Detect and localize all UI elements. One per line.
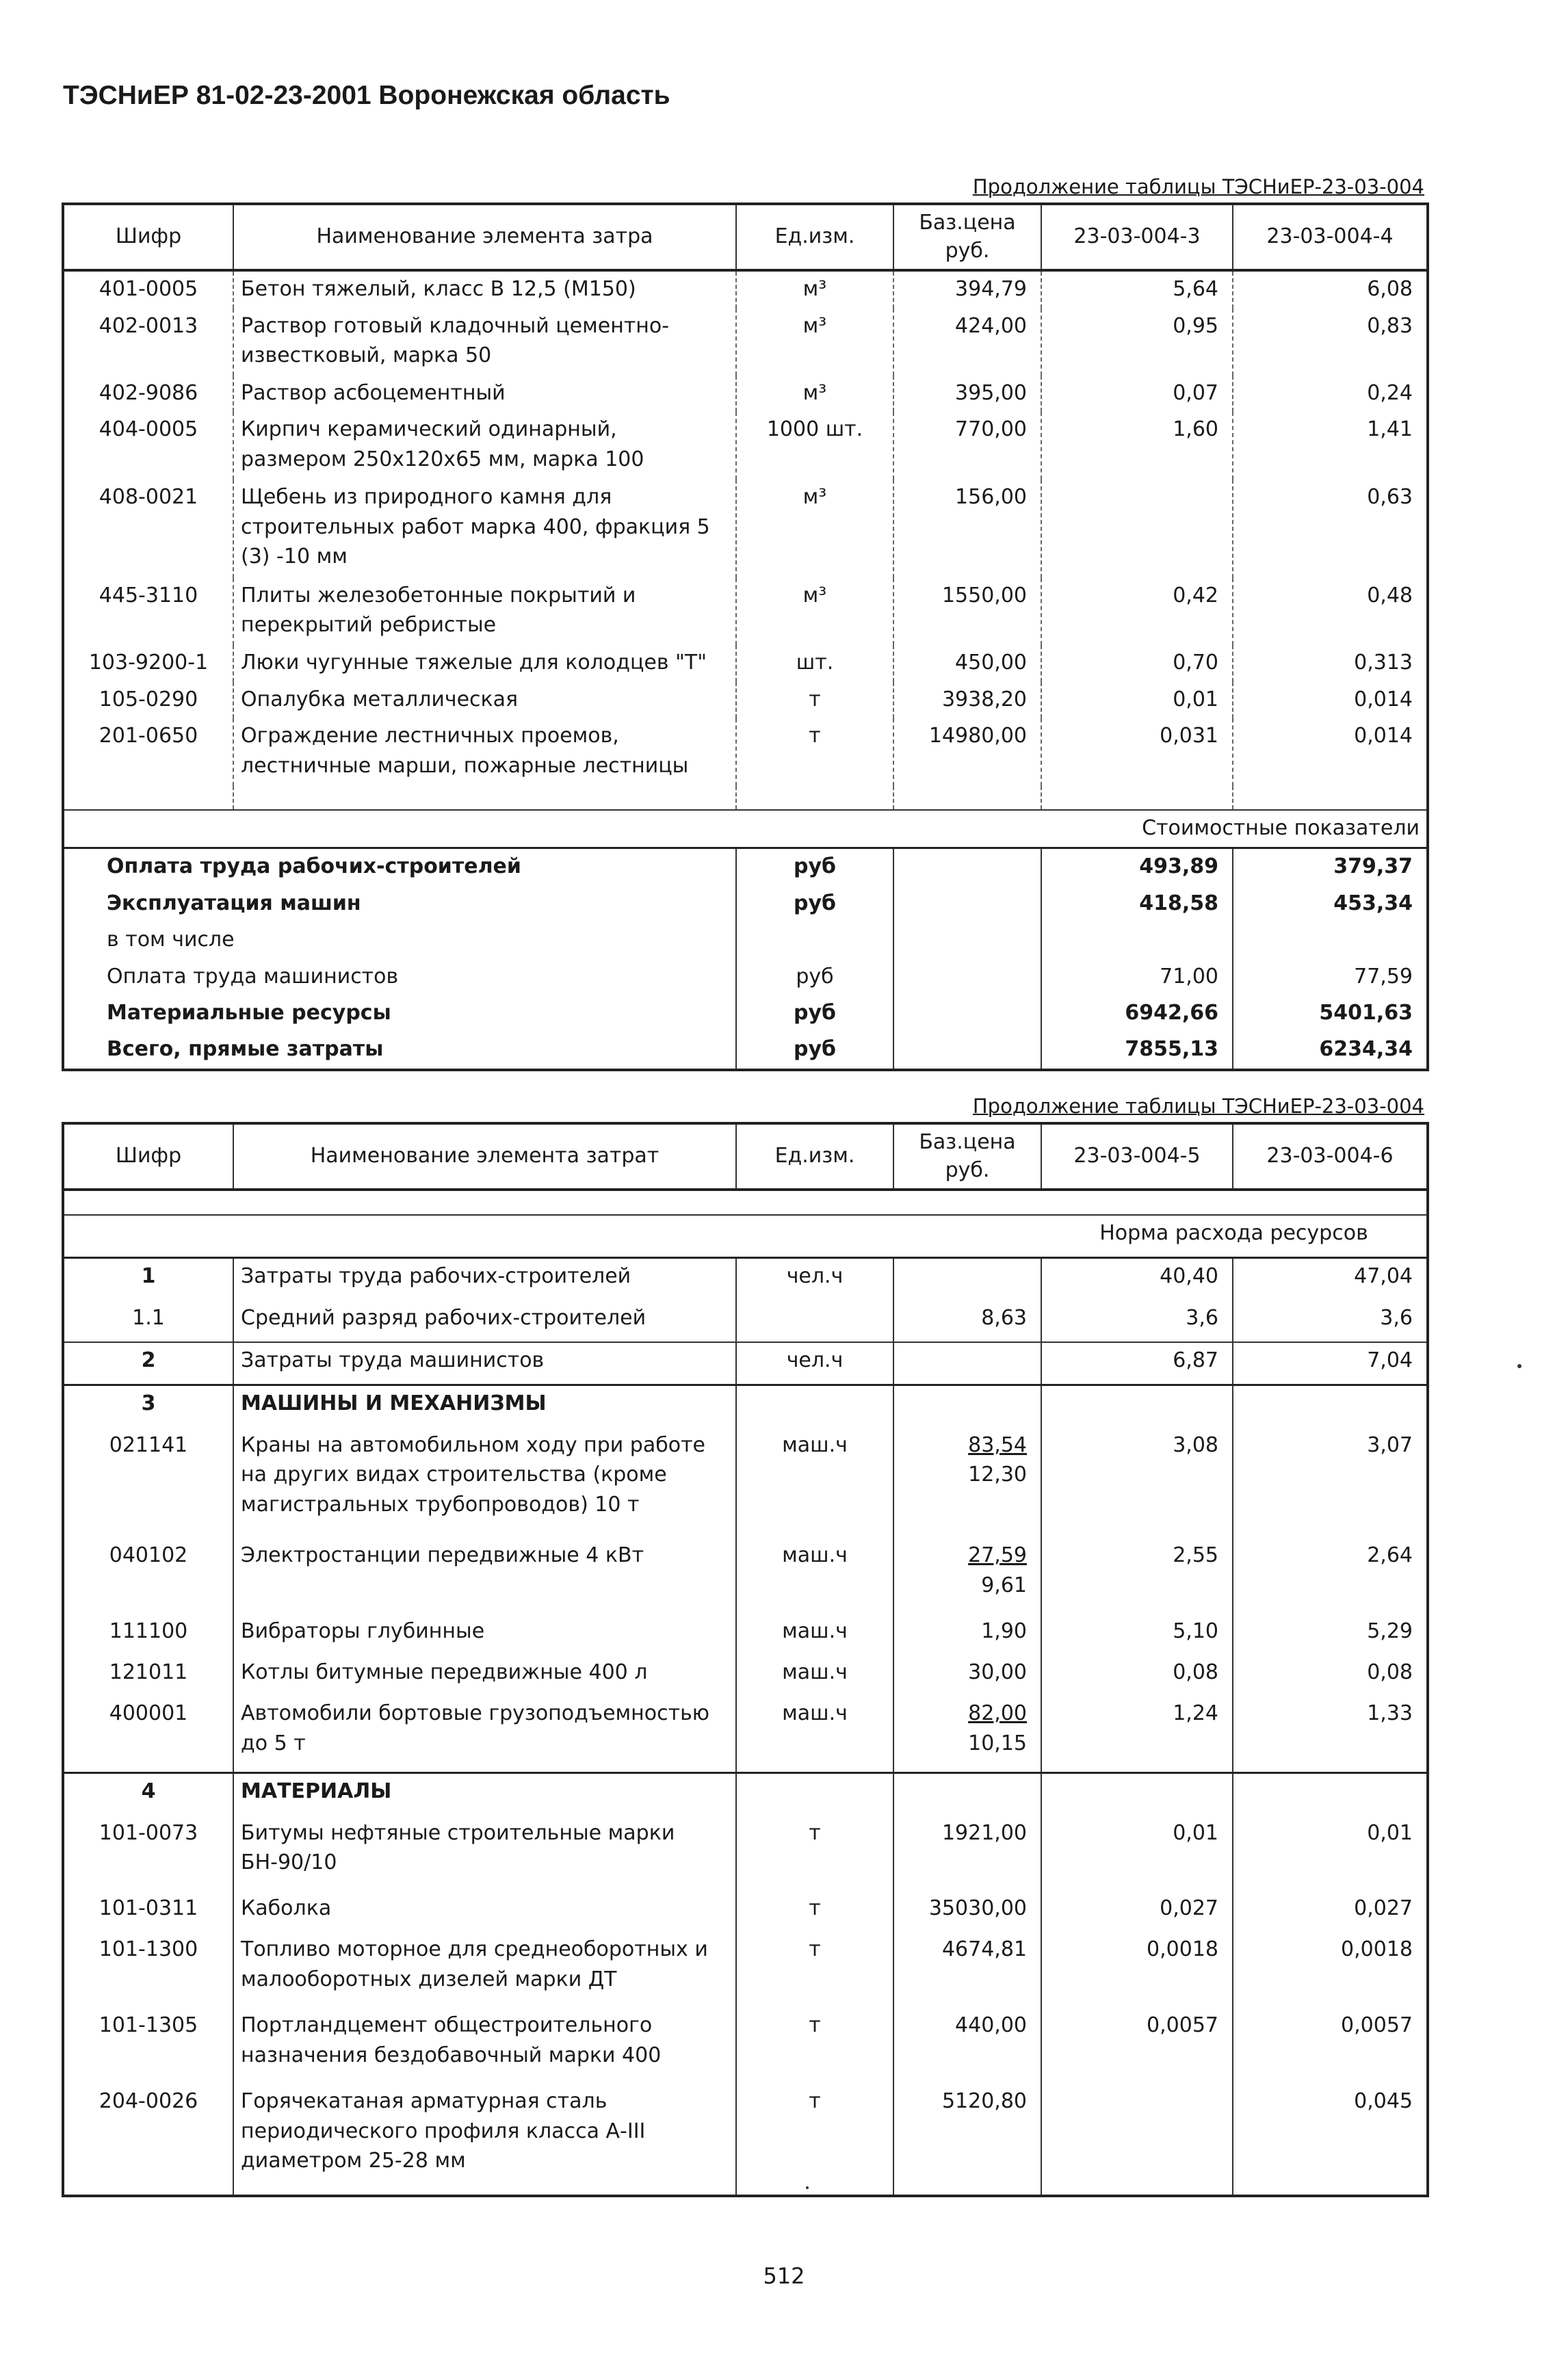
norm-value-a: 40,40 xyxy=(1041,1258,1233,1300)
resource-code: 445-3110 xyxy=(99,583,198,607)
norm-value-a xyxy=(1041,480,1233,578)
norm-value-b: 1,33 xyxy=(1233,1696,1428,1773)
summary-name: в том числе xyxy=(107,928,235,952)
table-row xyxy=(63,1538,1428,1614)
norm-value-b: 6,08 xyxy=(1233,270,1428,309)
norm-value-b: 1,41 xyxy=(1233,412,1428,480)
base-price: 3938,20 xyxy=(893,682,1041,718)
resource-code: 402-0013 xyxy=(99,313,198,338)
summary-name: Эксплуатация машин xyxy=(107,891,361,915)
resource-unit: 1000 шт. xyxy=(736,412,893,480)
summary-price-empty xyxy=(893,922,1041,958)
norm-value-a: 0,0018 xyxy=(1041,1932,1233,2008)
resource-name: Затраты труда машинистов xyxy=(233,1342,736,1385)
resource-name: Топливо моторное для среднеоборотных и малооборотных дизелей марки ДТ xyxy=(233,1932,736,2008)
norm-value-b: 0,313 xyxy=(1233,645,1428,681)
resource-code: 402-9086 xyxy=(99,381,198,406)
summary-unit: руб xyxy=(736,995,893,1032)
resource-unit: маш.ч xyxy=(736,1696,893,1773)
norm-value-b: 0,027 xyxy=(1233,1891,1428,1932)
resource-unit xyxy=(736,1300,893,1342)
norm-value-a: 0,70 xyxy=(1041,645,1233,681)
base-price: 1550,00 xyxy=(893,578,1041,646)
empty-cell xyxy=(736,1385,893,1428)
resource-name: Бетон тяжелый, класс В 12,5 (М150) xyxy=(233,270,736,309)
resource-name: Электростанции передвижные 4 кВт xyxy=(233,1538,736,1614)
norm-value-b: 0,48 xyxy=(1233,578,1428,646)
base-price-operator-wage: 12,30 xyxy=(968,1463,1027,1487)
empty-cell xyxy=(893,1773,1041,1816)
resource-code: 101-0311 xyxy=(99,1896,198,1921)
resource-code: 401-0005 xyxy=(99,277,198,301)
table-row xyxy=(63,2008,1428,2084)
summary-row xyxy=(63,995,1428,1032)
column-header-name: Наименование элемента затра xyxy=(233,204,736,270)
subheader-row xyxy=(63,810,1428,848)
base-price: 5120,80 xyxy=(893,2084,1041,2196)
base-price: 424,00 xyxy=(893,309,1041,376)
summary-row xyxy=(63,848,1428,886)
resource-name: Каболка xyxy=(233,1891,736,1932)
base-price: 395,00 xyxy=(893,376,1041,412)
norm-value-b: 0,83 xyxy=(1233,309,1428,376)
resource-unit: м³ xyxy=(736,270,893,309)
resource-unit: т xyxy=(736,682,893,718)
table-row xyxy=(63,376,1428,412)
table-row xyxy=(63,1696,1428,1773)
base-price: 450,00 xyxy=(893,645,1041,681)
table-row xyxy=(63,1614,1428,1655)
column-header-norm-a: 23-03-004-3 xyxy=(1041,204,1233,270)
table-row xyxy=(63,309,1428,376)
table-row xyxy=(63,682,1428,718)
base-price: 394,79 xyxy=(893,270,1041,309)
base-price: 156,00 xyxy=(893,480,1041,578)
resource-name: Средний разряд рабочих-строителей xyxy=(233,1300,736,1342)
table-row xyxy=(63,1342,1428,1385)
norm-value-b: 3,07 xyxy=(1233,1428,1428,1539)
table-header-row xyxy=(63,1123,1428,1190)
resource-name: Затраты труда рабочих-строителей xyxy=(233,1258,736,1300)
spacer-row xyxy=(63,786,1428,810)
resource-name: Котлы битумные передвижные 400 л xyxy=(233,1655,736,1696)
column-header-price: Баз.цена руб. xyxy=(893,204,1041,270)
norm-value-b: 0,045 xyxy=(1233,2084,1428,2196)
table2-caption: Продолжение таблицы ТЭСНиЕР-23-03-004 xyxy=(972,1095,1424,1118)
norm-value-a: 1,60 xyxy=(1041,412,1233,480)
column-header-code: Шифр xyxy=(63,1123,233,1190)
table-header-row xyxy=(63,204,1428,270)
summary-value-a xyxy=(1041,922,1233,958)
resource-code: 101-0073 xyxy=(99,1820,198,1845)
spacer-row xyxy=(63,1190,1428,1215)
document-header: ТЭСНиЕР 81-02-23-2001 Воронежская область xyxy=(63,81,670,110)
scan-speck xyxy=(806,2186,809,2189)
summary-name: Материальные ресурсы xyxy=(107,1000,391,1025)
norm-value-a: 0,08 xyxy=(1041,1655,1233,1696)
resource-name: Раствор готовый кладочный цементно-известковый, марка 50 xyxy=(233,309,736,376)
section-title: МАШИНЫ И МЕХАНИЗМЫ xyxy=(233,1385,736,1428)
resource-name: Битумы нефтяные строительные марки БН-90/10 xyxy=(233,1816,736,1892)
resource-name: Горячекатаная арматурная сталь периодического профиля класса А-III диаметром 25-28 мм xyxy=(233,2084,736,2196)
norm-value-a: 0,01 xyxy=(1041,682,1233,718)
summary-price-empty xyxy=(893,995,1041,1032)
summary-price-empty xyxy=(893,848,1041,886)
summary-value-b: 5401,63 xyxy=(1233,995,1428,1032)
summary-value-a: 6942,66 xyxy=(1041,995,1233,1032)
resource-unit: чел.ч xyxy=(736,1258,893,1300)
summary-unit: руб xyxy=(736,848,893,886)
resource-code: 101-1305 xyxy=(99,2013,198,2038)
summary-unit xyxy=(736,922,893,958)
base-price xyxy=(893,1538,1041,1614)
resource-unit: т xyxy=(736,2084,893,2196)
summary-name: Оплата труда рабочих-строителей xyxy=(107,854,521,879)
base-price-machine: 82,00 xyxy=(968,1701,1027,1726)
resource-code: 204-0026 xyxy=(99,2089,198,2114)
resource-name: Вибраторы глубинные xyxy=(233,1614,736,1655)
base-price: 440,00 xyxy=(893,2008,1041,2084)
resource-unit: м³ xyxy=(736,480,893,578)
norm-value-a: 3,6 xyxy=(1041,1300,1233,1342)
norm-value-a: 5,64 xyxy=(1041,270,1233,309)
summary-row xyxy=(63,922,1428,958)
base-price: 35030,00 xyxy=(893,1891,1041,1932)
summary-row xyxy=(63,959,1428,995)
base-price xyxy=(893,1258,1041,1300)
resource-table-2 xyxy=(62,1122,1429,2197)
table-row xyxy=(63,412,1428,480)
resource-unit: шт. xyxy=(736,645,893,681)
resource-code: 400001 xyxy=(109,1701,188,1726)
resource-code: 408-0021 xyxy=(99,485,198,510)
empty-cell xyxy=(1041,1385,1233,1428)
base-price: 30,00 xyxy=(893,1655,1041,1696)
column-header-unit: Ед.изм. xyxy=(736,1123,893,1190)
table1-caption: Продолжение таблицы ТЭСНиЕР-23-03-004 xyxy=(972,175,1424,198)
summary-value-b: 453,34 xyxy=(1233,886,1428,922)
subheader-row xyxy=(63,1215,1428,1258)
resource-unit: т xyxy=(736,1891,893,1932)
resource-name: Плиты железобетонные покрытий и перекрытий ребристые xyxy=(233,578,736,646)
column-header-unit: Ед.изм. xyxy=(736,204,893,270)
empty-cell xyxy=(1233,1773,1428,1816)
section-title: МАТЕРИАЛЫ xyxy=(233,1773,736,1816)
norm-value-b: 0,63 xyxy=(1233,480,1428,578)
summary-unit: руб xyxy=(736,886,893,922)
table-row xyxy=(63,1428,1428,1539)
table-row xyxy=(63,2084,1428,2196)
resource-name: Автомобили бортовые грузоподъемностью до 5 т xyxy=(233,1696,736,1773)
table-row xyxy=(63,1891,1428,1932)
base-price: 14980,00 xyxy=(893,718,1041,786)
norm-value-a: 0,0057 xyxy=(1041,2008,1233,2084)
resource-code: 201-0650 xyxy=(99,724,198,748)
resource-name: Краны на автомобильном ходу при работе на других видах строительства (кроме магистральных трубопроводов) 10 т xyxy=(233,1428,736,1539)
norm-value-b: 3,6 xyxy=(1233,1300,1428,1342)
resource-name: Опалубка металлическая xyxy=(233,682,736,718)
resource-unit: м³ xyxy=(736,578,893,646)
table-row xyxy=(63,1258,1428,1300)
resource-code: 021141 xyxy=(109,1432,188,1457)
empty-cell xyxy=(1233,1385,1428,1428)
empty-cell xyxy=(736,1773,893,1816)
summary-name: Оплата труда машинистов xyxy=(107,964,399,989)
page-number: 512 xyxy=(763,2263,805,2289)
column-header-price: Баз.цена руб. xyxy=(893,1123,1041,1190)
resource-unit: м³ xyxy=(736,309,893,376)
norm-value-b: 0,0057 xyxy=(1233,2008,1428,2084)
resource-unit: т xyxy=(736,1816,893,1892)
norm-value-a: 0,07 xyxy=(1041,376,1233,412)
resource-code: 121011 xyxy=(109,1660,188,1685)
base-price: 4674,81 xyxy=(893,1932,1041,2008)
norm-value-b: 7,04 xyxy=(1233,1342,1428,1385)
norm-value-b: 0,014 xyxy=(1233,718,1428,786)
norm-value-a: 3,08 xyxy=(1041,1428,1233,1539)
norm-value-b: 0,24 xyxy=(1233,376,1428,412)
summary-value-b xyxy=(1233,922,1428,958)
summary-name: Всего, прямые затраты xyxy=(107,1037,384,1062)
resource-code: 1 xyxy=(141,1264,156,1289)
table-row xyxy=(63,718,1428,786)
norm-value-a: 0,95 xyxy=(1041,309,1233,376)
section-number: 4 xyxy=(63,1773,233,1816)
norm-value-a: 5,10 xyxy=(1041,1614,1233,1655)
table-row xyxy=(63,1300,1428,1342)
resource-name: Кирпич керамический одинарный, размером 250x120x65 мм, марка 100 xyxy=(233,412,736,480)
table-row xyxy=(63,645,1428,681)
resource-unit: м³ xyxy=(736,376,893,412)
resource-code: 105-0290 xyxy=(99,687,198,711)
summary-price-empty xyxy=(893,959,1041,995)
norm-value-a: 1,24 xyxy=(1041,1696,1233,1773)
norm-value-b: 47,04 xyxy=(1233,1258,1428,1300)
scan-speck xyxy=(1517,1364,1521,1368)
summary-row xyxy=(63,886,1428,922)
resource-code: 404-0005 xyxy=(99,417,198,442)
resource-name: Портландцемент общестроительного назначения бездобавочный марки 400 xyxy=(233,2008,736,2084)
resource-unit: т xyxy=(736,2008,893,2084)
resource-unit: маш.ч xyxy=(736,1614,893,1655)
subheader-cost-indicators: Стоимостные показатели xyxy=(63,810,1428,848)
column-header-norm-b: 23-03-004-4 xyxy=(1233,204,1428,270)
summary-price-empty xyxy=(893,886,1041,922)
base-price: 1921,00 xyxy=(893,1816,1041,1892)
summary-value-a: 7855,13 xyxy=(1041,1032,1233,1070)
section-header-row xyxy=(63,1773,1428,1816)
norm-value-a: 6,87 xyxy=(1041,1342,1233,1385)
empty-cell xyxy=(1041,1773,1233,1816)
summary-value-b: 379,37 xyxy=(1233,848,1428,886)
resource-code: 103-9200-1 xyxy=(88,651,209,675)
norm-value-b: 5,29 xyxy=(1233,1614,1428,1655)
norm-value-a: 0,027 xyxy=(1041,1891,1233,1932)
norm-value-b: 0,014 xyxy=(1233,682,1428,718)
resource-code: 101-1300 xyxy=(99,1937,198,1962)
base-price: 770,00 xyxy=(893,412,1041,480)
resource-code: 111100 xyxy=(109,1619,188,1644)
norm-value-a xyxy=(1041,2084,1233,2196)
base-price xyxy=(893,1428,1041,1539)
column-header-name: Наименование элемента затрат xyxy=(233,1123,736,1190)
norm-value-a: 0,01 xyxy=(1041,1816,1233,1892)
resource-unit: маш.ч xyxy=(736,1655,893,1696)
norm-value-b: 0,01 xyxy=(1233,1816,1428,1892)
norm-value-b: 0,08 xyxy=(1233,1655,1428,1696)
base-price-machine: 83,54 xyxy=(968,1432,1027,1457)
table-row xyxy=(63,1816,1428,1892)
summary-value-b: 77,59 xyxy=(1233,959,1428,995)
resource-code: 040102 xyxy=(109,1543,188,1568)
summary-value-b: 6234,34 xyxy=(1233,1032,1428,1070)
table-row xyxy=(63,578,1428,646)
norm-value-b: 0,0018 xyxy=(1233,1932,1428,2008)
resource-name: Щебень из природного камня для строительных работ марка 400, фракция 5 (3) -10 мм xyxy=(233,480,736,578)
table-row xyxy=(63,480,1428,578)
section-number: 3 xyxy=(63,1385,233,1428)
subheader-resource-norms: Норма расхода ресурсов xyxy=(1041,1215,1428,1258)
column-header-norm-a: 23-03-004-5 xyxy=(1041,1123,1233,1190)
summary-unit: руб xyxy=(736,1032,893,1070)
summary-unit: руб xyxy=(736,959,893,995)
base-price xyxy=(893,1696,1041,1773)
resource-unit: маш.ч xyxy=(736,1538,893,1614)
summary-value-a: 418,58 xyxy=(1041,886,1233,922)
section-header-row xyxy=(63,1385,1428,1428)
resource-unit: маш.ч xyxy=(736,1428,893,1539)
summary-row xyxy=(63,1032,1428,1070)
table-row xyxy=(63,1932,1428,2008)
table-row xyxy=(63,270,1428,309)
summary-value-a: 71,00 xyxy=(1041,959,1233,995)
summary-price-empty xyxy=(893,1032,1041,1070)
norm-value-a: 0,42 xyxy=(1041,578,1233,646)
base-price: 1,90 xyxy=(893,1614,1041,1655)
resource-unit: т xyxy=(736,718,893,786)
table-row xyxy=(63,1655,1428,1696)
empty-cell xyxy=(893,1385,1041,1428)
resource-name: Люки чугунные тяжелые для колодцев "Т" xyxy=(233,645,736,681)
resource-table-1 xyxy=(62,202,1429,1071)
column-header-norm-b: 23-03-004-6 xyxy=(1233,1123,1428,1190)
resource-code: 2 xyxy=(63,1342,233,1385)
summary-value-a: 493,89 xyxy=(1041,848,1233,886)
base-price: 8,63 xyxy=(893,1300,1041,1342)
resource-code: 1.1 xyxy=(132,1305,165,1330)
base-price-operator-wage: 10,15 xyxy=(968,1731,1027,1755)
norm-value-a: 2,55 xyxy=(1041,1538,1233,1614)
norm-value-a: 0,031 xyxy=(1041,718,1233,786)
resource-name: Раствор асбоцементный xyxy=(233,376,736,412)
column-header-code: Шифр xyxy=(63,204,233,270)
resource-unit: чел.ч xyxy=(736,1342,893,1385)
base-price xyxy=(893,1342,1041,1385)
resource-name: Ограждение лестничных проемов, лестничные марши, пожарные лестницы xyxy=(233,718,736,786)
base-price-operator-wage: 9,61 xyxy=(981,1573,1027,1597)
resource-unit: т xyxy=(736,1932,893,2008)
norm-value-b: 2,64 xyxy=(1233,1538,1428,1614)
base-price-machine: 27,59 xyxy=(968,1543,1027,1568)
